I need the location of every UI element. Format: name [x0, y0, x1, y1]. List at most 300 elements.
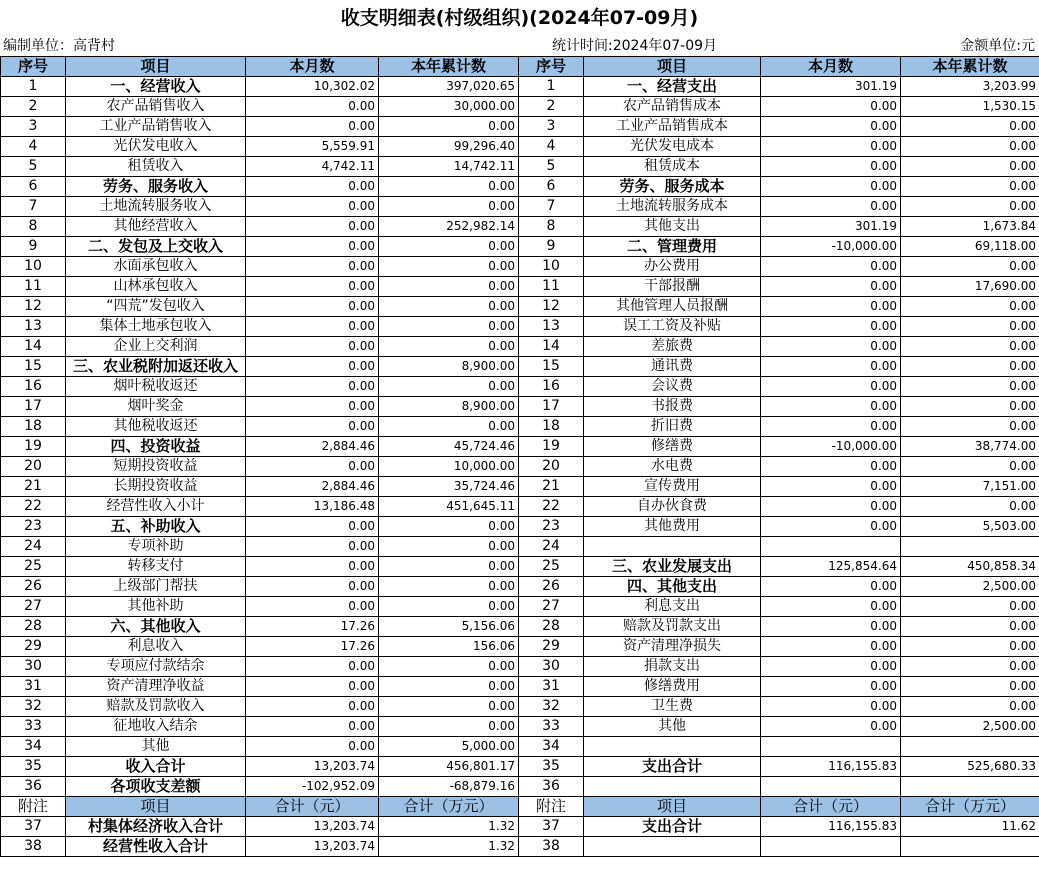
right-item-cell: 水电费: [584, 457, 761, 477]
table-row: [1, 737, 1039, 757]
table-row: [1, 257, 1039, 277]
table-row: [1, 457, 1039, 477]
right-ytd-cell: 0.00: [901, 357, 1039, 377]
right-month-cell: 0.00: [761, 697, 901, 717]
right-index-cell: 17: [519, 397, 584, 417]
left-item-cell: 山林承包收入: [66, 277, 246, 297]
left-item-cell: 短期投资收益: [66, 457, 246, 477]
right-index-cell: 10: [519, 257, 584, 277]
right-ytd-cell: 1,530.15: [901, 97, 1039, 117]
left-ytd-cell: 0.00: [379, 657, 519, 677]
organization-unit: 编制单位：高背村: [3, 38, 115, 54]
right-month-cell: 116,155.83: [761, 757, 901, 777]
right-index-cell: 6: [519, 177, 584, 197]
left-item-cell: 其他经营收入: [66, 217, 246, 237]
left-item-cell: 六、其他收入: [66, 617, 246, 637]
right-item-cell: 利息支出: [584, 597, 761, 617]
annex-header-right-total-yuan: 合计（元）: [761, 797, 901, 817]
right-index-cell: 25: [519, 557, 584, 577]
right-month-cell: 0.00: [761, 317, 901, 337]
right-month-cell: 0.00: [761, 577, 901, 597]
right-month-cell: 0.00: [761, 357, 901, 377]
right-month-cell: 0.00: [761, 497, 901, 517]
left-index-cell: 15: [1, 357, 66, 377]
right-ytd-cell: 3,203.99: [901, 77, 1039, 97]
left-item-cell: 水面承包收入: [66, 257, 246, 277]
right-ytd-cell: 0.00: [901, 417, 1039, 437]
right-item-cell: 卫生费: [584, 697, 761, 717]
left-index-cell: 25: [1, 557, 66, 577]
left-item-cell: 光伏发电收入: [66, 137, 246, 157]
table-row: [1, 157, 1039, 177]
left-ytd-cell: 252,982.14: [379, 217, 519, 237]
left-index-cell: 10: [1, 257, 66, 277]
table-row: [1, 337, 1039, 357]
right-month-cell: [761, 837, 901, 857]
right-ytd-cell: 2,500.00: [901, 717, 1039, 737]
table-row: [1, 477, 1039, 497]
right-item-cell: 支出合计: [584, 757, 761, 777]
left-item-cell: 经营性收入合计: [66, 837, 246, 857]
right-ytd-cell: 0.00: [901, 457, 1039, 477]
left-index-cell: 38: [1, 837, 66, 857]
right-ytd-cell: 0.00: [901, 377, 1039, 397]
right-ytd-cell: 0.00: [901, 117, 1039, 137]
left-month-cell: 17.26: [246, 617, 379, 637]
left-item-cell: 企业上交利润: [66, 337, 246, 357]
left-item-cell: 利息收入: [66, 637, 246, 657]
left-item-cell: 二、发包及上交收入: [66, 237, 246, 257]
left-item-cell: 农产品销售收入: [66, 97, 246, 117]
right-month-cell: 116,155.83: [761, 817, 901, 837]
left-index-cell: 12: [1, 297, 66, 317]
left-index-cell: 2: [1, 97, 66, 117]
table-row: [1, 317, 1039, 337]
annex-header-left-item: 项目: [66, 797, 246, 817]
right-item-cell: 其他费用: [584, 517, 761, 537]
right-ytd-cell: 1,673.84: [901, 217, 1039, 237]
right-index-cell: 13: [519, 317, 584, 337]
left-month-cell: 0.00: [246, 337, 379, 357]
left-ytd-cell: 0.00: [379, 117, 519, 137]
right-ytd-cell: [901, 837, 1039, 857]
left-ytd-cell: 5,156.06: [379, 617, 519, 637]
table-row: [1, 277, 1039, 297]
right-month-cell: 0.00: [761, 597, 901, 617]
table-row: [1, 697, 1039, 717]
right-item-cell: 会议费: [584, 377, 761, 397]
right-index-cell: 12: [519, 297, 584, 317]
left-month-cell: 0.00: [246, 377, 379, 397]
left-ytd-cell: 35,724.46: [379, 477, 519, 497]
right-index-cell: 2: [519, 97, 584, 117]
right-month-cell: [761, 537, 901, 557]
left-month-cell: 0.00: [246, 197, 379, 217]
right-index-cell: 27: [519, 597, 584, 617]
left-index-cell: 32: [1, 697, 66, 717]
right-month-cell: 0.00: [761, 477, 901, 497]
table-row: [1, 677, 1039, 697]
right-month-cell: 0.00: [761, 417, 901, 437]
right-item-cell: 劳务、服务成本: [584, 177, 761, 197]
right-ytd-cell: 11.62: [901, 817, 1039, 837]
right-ytd-cell: 0.00: [901, 397, 1039, 417]
right-index-cell: 3: [519, 117, 584, 137]
right-month-cell: 0.00: [761, 117, 901, 137]
left-item-cell: 转移支付: [66, 557, 246, 577]
left-month-cell: 0.00: [246, 657, 379, 677]
left-index-cell: 34: [1, 737, 66, 757]
right-index-cell: 18: [519, 417, 584, 437]
right-item-cell: [584, 737, 761, 757]
left-item-cell: 劳务、服务收入: [66, 177, 246, 197]
left-month-cell: 0.00: [246, 117, 379, 137]
left-item-cell: 土地流转服务收入: [66, 197, 246, 217]
header-right-month: 本月数: [761, 57, 901, 77]
left-item-cell: 资产清理净收益: [66, 677, 246, 697]
right-index-cell: 29: [519, 637, 584, 657]
left-index-cell: 7: [1, 197, 66, 217]
right-index-cell: 14: [519, 337, 584, 357]
left-month-cell: 0.00: [246, 737, 379, 757]
right-index-cell: 38: [519, 837, 584, 857]
left-month-cell: 0.00: [246, 277, 379, 297]
right-index-cell: 20: [519, 457, 584, 477]
left-index-cell: 26: [1, 577, 66, 597]
table-row: [1, 617, 1039, 637]
header-left-ytd: 本年累计数: [379, 57, 519, 77]
left-month-cell: 17.26: [246, 637, 379, 657]
right-ytd-cell: [901, 777, 1039, 797]
right-item-cell: 其他管理人员报酬: [584, 297, 761, 317]
report-title: 收支明细表(村级组织)(2024年07-09月): [340, 7, 699, 29]
left-item-cell: “四荒”发包收入: [66, 297, 246, 317]
right-item-cell: 资产清理净损失: [584, 637, 761, 657]
left-month-cell: 0.00: [246, 317, 379, 337]
right-item-cell: 支出合计: [584, 817, 761, 837]
left-ytd-cell: 0.00: [379, 237, 519, 257]
right-index-cell: 37: [519, 817, 584, 837]
left-ytd-cell: 0.00: [379, 557, 519, 577]
left-item-cell: 三、农业税附加返还收入: [66, 357, 246, 377]
left-item-cell: 烟叶税收返还: [66, 377, 246, 397]
table-row: [1, 397, 1039, 417]
table-row: [1, 217, 1039, 237]
left-month-cell: 0.00: [246, 177, 379, 197]
table-row: [1, 557, 1039, 577]
right-item-cell: 差旅费: [584, 337, 761, 357]
annex-row: [1, 817, 1039, 837]
right-ytd-cell: 0.00: [901, 617, 1039, 637]
table-row: [1, 517, 1039, 537]
right-index-cell: 23: [519, 517, 584, 537]
left-index-cell: 18: [1, 417, 66, 437]
right-ytd-cell: 0.00: [901, 337, 1039, 357]
right-month-cell: 0.00: [761, 677, 901, 697]
right-ytd-cell: 2,500.00: [901, 577, 1039, 597]
left-month-cell: 2,884.46: [246, 477, 379, 497]
right-ytd-cell: 0.00: [901, 137, 1039, 157]
left-ytd-cell: 0.00: [379, 177, 519, 197]
left-index-cell: 1: [1, 77, 66, 97]
left-index-cell: 33: [1, 717, 66, 737]
right-month-cell: 0.00: [761, 397, 901, 417]
left-index-cell: 30: [1, 657, 66, 677]
table-row: [1, 137, 1039, 157]
left-index-cell: 28: [1, 617, 66, 637]
table-row: [1, 777, 1039, 797]
right-ytd-cell: 7,151.00: [901, 477, 1039, 497]
right-ytd-cell: 0.00: [901, 197, 1039, 217]
left-ytd-cell: 14,742.11: [379, 157, 519, 177]
right-item-cell: 其他: [584, 717, 761, 737]
left-month-cell: 13,203.74: [246, 837, 379, 857]
right-index-cell: 4: [519, 137, 584, 157]
right-index-cell: 24: [519, 537, 584, 557]
annex-row: [1, 837, 1039, 857]
left-ytd-cell: 0.00: [379, 717, 519, 737]
right-month-cell: 0.00: [761, 297, 901, 317]
left-index-cell: 37: [1, 817, 66, 837]
left-ytd-cell: 0.00: [379, 197, 519, 217]
right-ytd-cell: 38,774.00: [901, 437, 1039, 457]
right-month-cell: 0.00: [761, 517, 901, 537]
right-item-cell: 自办伙食费: [584, 497, 761, 517]
right-item-cell: 三、农业发展支出: [584, 557, 761, 577]
right-item-cell: 书报费: [584, 397, 761, 417]
left-month-cell: 0.00: [246, 257, 379, 277]
statistics-period: 统计时间:2024年07-09月: [552, 38, 718, 54]
right-month-cell: 0.00: [761, 717, 901, 737]
left-index-cell: 31: [1, 677, 66, 697]
left-index-cell: 16: [1, 377, 66, 397]
annex-header-row: [1, 797, 1039, 817]
left-index-cell: 9: [1, 237, 66, 257]
right-item-cell: 租赁成本: [584, 157, 761, 177]
right-ytd-cell: 0.00: [901, 297, 1039, 317]
right-month-cell: 0.00: [761, 197, 901, 217]
left-index-cell: 3: [1, 117, 66, 137]
left-index-cell: 24: [1, 537, 66, 557]
left-ytd-cell: 0.00: [379, 577, 519, 597]
left-ytd-cell: 0.00: [379, 697, 519, 717]
right-index-cell: 8: [519, 217, 584, 237]
left-item-cell: 租赁收入: [66, 157, 246, 177]
table-header-row: [1, 57, 1039, 77]
left-ytd-cell: 1.32: [379, 837, 519, 857]
header-right-item: 项目: [584, 57, 761, 77]
left-item-cell: 各项收支差额: [66, 777, 246, 797]
right-index-cell: 34: [519, 737, 584, 757]
right-item-cell: [584, 537, 761, 557]
left-item-cell: 经营性收入小计: [66, 497, 246, 517]
report-info-bar: [0, 36, 1039, 56]
right-month-cell: 0.00: [761, 377, 901, 397]
right-ytd-cell: 0.00: [901, 177, 1039, 197]
table-row: [1, 537, 1039, 557]
left-index-cell: 6: [1, 177, 66, 197]
right-ytd-cell: 69,118.00: [901, 237, 1039, 257]
income-expense-table: [0, 56, 1039, 857]
table-row: [1, 497, 1039, 517]
right-index-cell: 15: [519, 357, 584, 377]
left-ytd-cell: 451,645.11: [379, 497, 519, 517]
right-month-cell: 0.00: [761, 177, 901, 197]
left-item-cell: 村集体经济收入合计: [66, 817, 246, 837]
annex-header-left-total-wan: 合计（万元）: [379, 797, 519, 817]
left-item-cell: 其他税收返还: [66, 417, 246, 437]
right-index-cell: 31: [519, 677, 584, 697]
left-month-cell: 13,203.74: [246, 757, 379, 777]
left-ytd-cell: 397,020.65: [379, 77, 519, 97]
left-index-cell: 21: [1, 477, 66, 497]
left-month-cell: 0.00: [246, 557, 379, 577]
right-month-cell: 125,854.64: [761, 557, 901, 577]
right-item-cell: 农产品销售成本: [584, 97, 761, 117]
left-month-cell: 13,186.48: [246, 497, 379, 517]
right-index-cell: 5: [519, 157, 584, 177]
left-ytd-cell: 0.00: [379, 297, 519, 317]
right-index-cell: 22: [519, 497, 584, 517]
right-ytd-cell: 17,690.00: [901, 277, 1039, 297]
left-ytd-cell: 0.00: [379, 337, 519, 357]
annex-header-right-total-wan: 合计（万元）: [901, 797, 1039, 817]
right-item-cell: [584, 837, 761, 857]
table-row: [1, 297, 1039, 317]
right-item-cell: 其他支出: [584, 217, 761, 237]
right-ytd-cell: 0.00: [901, 257, 1039, 277]
left-index-cell: 29: [1, 637, 66, 657]
left-month-cell: 0.00: [246, 357, 379, 377]
left-index-cell: 14: [1, 337, 66, 357]
table-row: [1, 597, 1039, 617]
left-item-cell: 烟叶奖金: [66, 397, 246, 417]
header-left-month: 本月数: [246, 57, 379, 77]
left-item-cell: 集体土地承包收入: [66, 317, 246, 337]
annex-header-right-item: 项目: [584, 797, 761, 817]
left-index-cell: 8: [1, 217, 66, 237]
right-item-cell: 折旧费: [584, 417, 761, 437]
left-month-cell: 2,884.46: [246, 437, 379, 457]
left-month-cell: 0.00: [246, 517, 379, 537]
left-index-cell: 35: [1, 757, 66, 777]
left-ytd-cell: 156.06: [379, 637, 519, 657]
right-index-cell: 32: [519, 697, 584, 717]
left-index-cell: 11: [1, 277, 66, 297]
right-month-cell: [761, 777, 901, 797]
right-item-cell: 办公费用: [584, 257, 761, 277]
right-month-cell: 0.00: [761, 457, 901, 477]
right-item-cell: 误工工资及补贴: [584, 317, 761, 337]
annex-header-left-total-yuan: 合计（元）: [246, 797, 379, 817]
right-item-cell: 宣传费用: [584, 477, 761, 497]
right-month-cell: 0.00: [761, 637, 901, 657]
left-item-cell: 征地收入结余: [66, 717, 246, 737]
header-left-index: 序号: [1, 57, 66, 77]
left-month-cell: 0.00: [246, 457, 379, 477]
right-ytd-cell: 0.00: [901, 317, 1039, 337]
right-index-cell: 16: [519, 377, 584, 397]
right-item-cell: 工业产品销售成本: [584, 117, 761, 137]
right-index-cell: 35: [519, 757, 584, 777]
left-item-cell: 专项应付款结余: [66, 657, 246, 677]
table-row: [1, 417, 1039, 437]
right-item-cell: 二、管理费用: [584, 237, 761, 257]
left-index-cell: 17: [1, 397, 66, 417]
right-index-cell: 1: [519, 77, 584, 97]
left-item-cell: 上级部门帮扶: [66, 577, 246, 597]
table-row: [1, 657, 1039, 677]
left-month-cell: -102,952.09: [246, 777, 379, 797]
left-ytd-cell: 0.00: [379, 277, 519, 297]
left-month-cell: 0.00: [246, 537, 379, 557]
left-month-cell: 0.00: [246, 697, 379, 717]
right-ytd-cell: 0.00: [901, 657, 1039, 677]
right-ytd-cell: 0.00: [901, 697, 1039, 717]
table-row: [1, 577, 1039, 597]
left-month-cell: 0.00: [246, 297, 379, 317]
left-month-cell: 0.00: [246, 597, 379, 617]
table-row: [1, 197, 1039, 217]
right-month-cell: 0.00: [761, 617, 901, 637]
right-index-cell: 26: [519, 577, 584, 597]
left-month-cell: 5,559.91: [246, 137, 379, 157]
left-index-cell: 13: [1, 317, 66, 337]
left-index-cell: 4: [1, 137, 66, 157]
right-month-cell: 0.00: [761, 97, 901, 117]
right-ytd-cell: 5,503.00: [901, 517, 1039, 537]
right-ytd-cell: 450,858.34: [901, 557, 1039, 577]
right-ytd-cell: 0.00: [901, 497, 1039, 517]
right-month-cell: 301.19: [761, 77, 901, 97]
right-item-cell: [584, 777, 761, 797]
left-index-cell: 19: [1, 437, 66, 457]
right-index-cell: 28: [519, 617, 584, 637]
left-ytd-cell: 0.00: [379, 677, 519, 697]
left-month-cell: 0.00: [246, 717, 379, 737]
left-ytd-cell: 0.00: [379, 537, 519, 557]
right-index-cell: 9: [519, 237, 584, 257]
right-index-cell: 7: [519, 197, 584, 217]
left-month-cell: 4,742.11: [246, 157, 379, 177]
right-month-cell: 0.00: [761, 157, 901, 177]
right-month-cell: 0.00: [761, 337, 901, 357]
right-ytd-cell: [901, 737, 1039, 757]
left-ytd-cell: 0.00: [379, 257, 519, 277]
table-row: [1, 77, 1039, 97]
left-ytd-cell: 456,801.17: [379, 757, 519, 777]
right-month-cell: 0.00: [761, 137, 901, 157]
right-item-cell: 四、其他支出: [584, 577, 761, 597]
right-ytd-cell: 0.00: [901, 157, 1039, 177]
left-ytd-cell: 8,900.00: [379, 397, 519, 417]
right-ytd-cell: 525,680.33: [901, 757, 1039, 777]
right-item-cell: 光伏发电成本: [584, 137, 761, 157]
left-month-cell: 0.00: [246, 677, 379, 697]
right-month-cell: -10,000.00: [761, 437, 901, 457]
left-month-cell: 10,302.02: [246, 77, 379, 97]
header-right-ytd: 本年累计数: [901, 57, 1039, 77]
table-row: [1, 177, 1039, 197]
left-ytd-cell: 0.00: [379, 597, 519, 617]
right-index-cell: 30: [519, 657, 584, 677]
left-month-cell: 0.00: [246, 577, 379, 597]
table-row: [1, 357, 1039, 377]
left-ytd-cell: 0.00: [379, 317, 519, 337]
table-row: [1, 237, 1039, 257]
right-ytd-cell: 0.00: [901, 677, 1039, 697]
left-ytd-cell: 1.32: [379, 817, 519, 837]
